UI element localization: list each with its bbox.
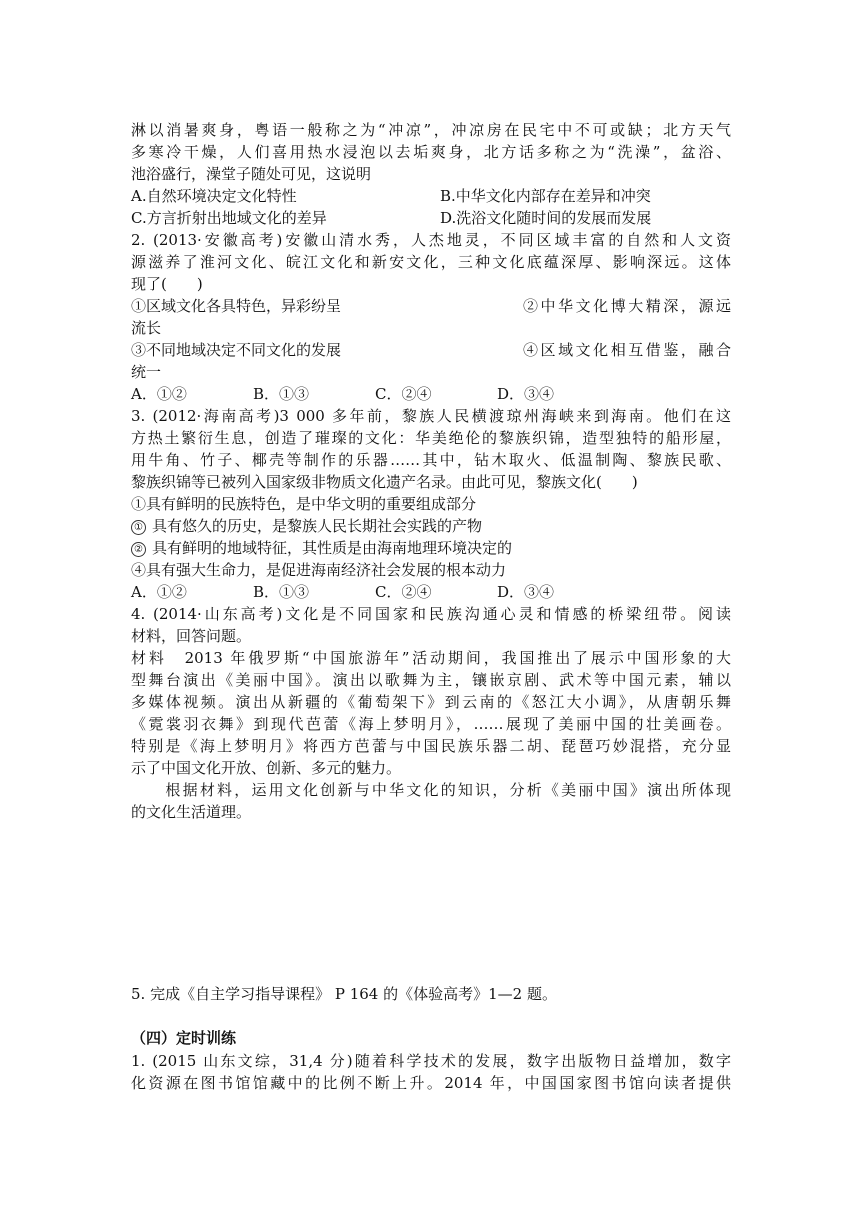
section4-line-2: 化资源在图书馆馆藏中的比例不断上升。2014 年，中国国家图书馆向读者提供 — [131, 1074, 731, 1092]
q2-line-3: 现了( ) — [131, 275, 203, 293]
q2-option-c: C．②④ — [375, 385, 432, 403]
q3-statement-2-number: ① — [131, 520, 146, 535]
q3-statement-3-number: ② — [131, 542, 146, 557]
q4-material-2: 型舞台演出《美丽中国》。演出以歌舞为主，镶嵌京剧、武术等中国元素，辅以 — [131, 671, 731, 689]
q2-option-a: A．①② — [131, 385, 187, 403]
q3-line-2: 方热土繁衍生息，创造了璀璨的文化：华美绝伦的黎族织锦，造型独特的船形屋， — [131, 429, 731, 447]
q3-option-d: D．③④ — [497, 583, 555, 601]
q2-statement-4: ④区域文化相互借鉴，融合 — [523, 341, 731, 359]
q4-material-5: 特别是《海上梦明月》将西方芭蕾与中国民族乐器二胡、琵琶巧妙混搭，充分显 — [131, 737, 731, 755]
q2-statement-1: ①区域文化各具特色，异彩纷呈 — [131, 297, 342, 315]
q2-statement-4-cont: 统一 — [131, 363, 162, 381]
q3-line-1: 3. (2012·海南高考)3 000 多年前，黎族人民横渡琼州海峡来到海南。他们在这 — [131, 407, 731, 425]
q3-statement-2 — [131, 515, 731, 537]
q4-line-2: 材料，回答问题。 — [131, 627, 252, 645]
q2-option-d: D．③④ — [497, 385, 555, 403]
q4-line-1: 4. (2014·山东高考)文化是不同国家和民族沟通心灵和情感的桥梁纽带。阅读 — [131, 605, 731, 623]
q2-statement-2: ②中华文化博大精深，源远 — [523, 297, 731, 315]
q3-options — [131, 581, 554, 603]
q3-option-b: B．①③ — [253, 583, 310, 601]
intro-option-a: A.自然环境决定文化特性 — [131, 187, 297, 205]
q2-statement-3: ③不同地域决定不同文化的发展 — [131, 341, 342, 359]
q4-material-4: 《霓裳羽衣舞》到现代芭蕾《海上梦明月》，……展现了美丽中国的壮美画卷。 — [131, 715, 731, 733]
intro-line-1: 淋以消暑爽身，粤语一般称之为“冲凉”，冲凉房在民宅中不可或缺；北方天气 — [131, 121, 731, 139]
section-heading: （四）定时训练 — [131, 1029, 237, 1047]
intro-line-3: 池浴盛行，澡堂子随处可见，这说明 — [131, 165, 372, 183]
q2-statement-2-cont: 流长 — [131, 319, 162, 337]
q2-options — [131, 383, 554, 405]
q5-line: 5. 完成《自主学习指导课程》 P 164 的《体验高考》1—2 题。 — [131, 985, 557, 1003]
q4-requirement-2: 的文化生活道理。 — [131, 803, 252, 821]
q2-option-b: B．①③ — [253, 385, 310, 403]
q3-statement-3 — [131, 537, 731, 559]
q4-material-6: 示了中国文化开放、创新、多元的魅力。 — [131, 759, 402, 777]
intro-option-b: B.中华文化内部存在差异和冲突 — [440, 187, 651, 205]
q3-statement-1: ①具有鲜明的民族特色，是中华文明的重要组成部分 — [131, 495, 477, 513]
intro-option-d: D.洗浴文化随时间的发展而发展 — [440, 209, 652, 227]
q3-statement-4: ④具有强大生命力，是促进海南经济社会发展的根本动力 — [131, 561, 507, 579]
intro-option-c: C.方言折射出地域文化的差异 — [131, 209, 327, 227]
intro-line-2: 多寒冷干燥，人们喜用热水浸泡以去垢爽身，北方话多称之为“洗澡”，盆浴、 — [131, 143, 731, 161]
q3-line-4: 黎族织锦等已被列入国家级非物质文化遗产名录。由此可见，黎族文化( ) — [131, 473, 638, 491]
q3-statement-3-text: 具有鲜明的地域特征，其性质是由海南地理环境决定的 — [152, 539, 513, 557]
q3-statement-2-text: 具有悠久的历史，是黎族人民长期社会实践的产物 — [152, 517, 483, 535]
q4-material-1: 材料 2013 年俄罗斯“中国旅游年”活动期间，我国推出了展示中国形象的大 — [131, 649, 731, 667]
q3-line-3: 用牛角、竹子、椰壳等制作的乐器……其中，钻木取火、低温制陶、黎族民歌、 — [131, 451, 731, 469]
q4-requirement-1: 根据材料，运用文化创新与中华文化的知识，分析《美丽中国》演出所体现 — [131, 781, 731, 799]
section4-line-1: 1. (2015 山东文综，31,4 分)随着科学技术的发展，数字出版物日益增加，数字 — [131, 1052, 731, 1070]
q2-line-2: 源滋养了淮河文化、皖江文化和新安文化，三种文化底蕴深厚、影响深远。这体 — [131, 253, 731, 271]
q2-line-1: 2. (2013·安徽高考)安徽山清水秀，人杰地灵，不同区域丰富的自然和人文资 — [131, 231, 731, 249]
q4-material-3: 多媒体视频。演出从新疆的《葡萄架下》到云南的《怒江大小调》，从唐朝乐舞 — [131, 693, 731, 711]
q3-option-c: C．②④ — [375, 583, 432, 601]
q3-option-a: A．①② — [131, 583, 187, 601]
